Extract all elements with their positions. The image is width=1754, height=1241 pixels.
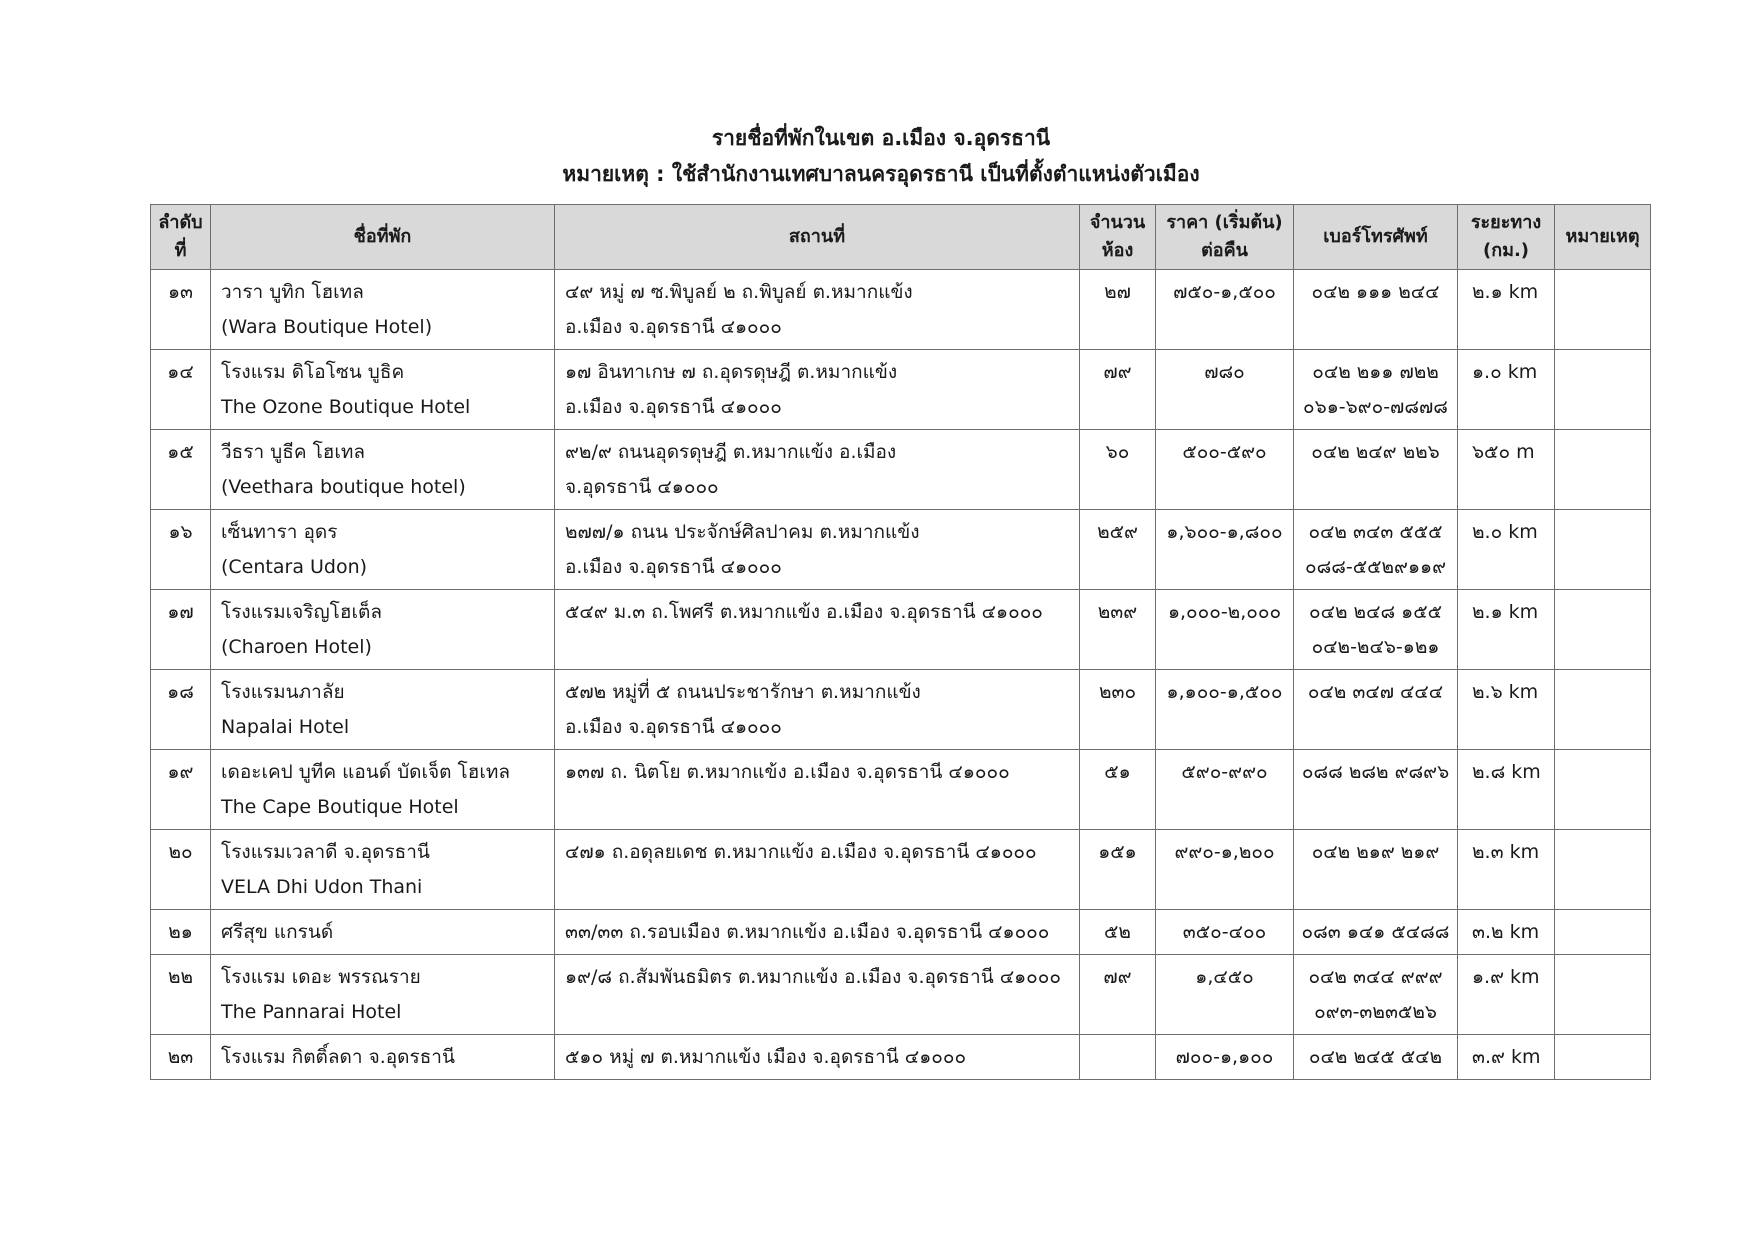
- distance: [1458, 830, 1555, 910]
- address-line-1: ๙๒/๙ ถนนอุดรดุษฎี ต.หมากแข้ง อ.เมือง: [565, 441, 897, 463]
- distance-text: ๖๕๐ m: [1472, 441, 1535, 463]
- price-text: ๑,๐๐๐-๒,๐๐๐: [1167, 601, 1282, 623]
- note: [1555, 910, 1651, 955]
- table-row: [151, 955, 1651, 1035]
- table-row: [151, 1035, 1651, 1080]
- phone-number: [1294, 955, 1458, 1035]
- price-per-night: [1156, 830, 1294, 910]
- price-per-night: [1156, 350, 1294, 430]
- price-text: ๕๙๐-๙๙๐: [1181, 761, 1268, 783]
- phone-number: [1294, 350, 1458, 430]
- row-number: [151, 350, 211, 430]
- header-price: ราคา (เริ่มต้น) ต่อคืน: [1156, 205, 1294, 270]
- header-phone: เบอร์โทรศัพท์: [1294, 205, 1458, 270]
- table-row: [151, 910, 1651, 955]
- room-count: [1080, 430, 1156, 510]
- accommodation-name: [211, 270, 555, 350]
- row-number-text: ๑๖: [168, 521, 193, 543]
- distance-text: ๓.๒ km: [1472, 921, 1540, 943]
- accommodation-name: [211, 670, 555, 750]
- phone-number: [1294, 830, 1458, 910]
- row-number-text: ๒๒: [167, 966, 194, 988]
- room-count: [1080, 1035, 1156, 1080]
- row-number: [151, 270, 211, 350]
- address-line-1: ๕๗๒ หมู่ที่ ๕ ถนนประชารักษา ต.หมากแข้ง: [565, 681, 921, 703]
- row-number-text: ๑๙: [167, 761, 194, 783]
- distance: [1458, 955, 1555, 1035]
- phone-line-2: ๐๙๓-๓๒๓๕๒๖: [1314, 1001, 1437, 1023]
- phone-line-2: ๐๔๒-๒๔๖-๑๒๑: [1311, 636, 1440, 658]
- table-row: [151, 510, 1651, 590]
- distance: [1458, 510, 1555, 590]
- price-per-night: [1156, 1035, 1294, 1080]
- header-note: หมายเหตุ: [1555, 205, 1651, 270]
- accommodation-name: [211, 590, 555, 670]
- phone-number: [1294, 1035, 1458, 1080]
- row-number: [151, 910, 211, 955]
- name-thai: วารา บูทิก โฮเทล: [221, 281, 364, 303]
- address-line-1: ๑๗ อินทาเกษ ๗ ถ.อุดรดุษฎี ต.หมากแข้ง: [565, 361, 898, 383]
- accommodation-address: [555, 750, 1080, 830]
- row-number-text: ๒๑: [168, 921, 193, 943]
- address-line-2: อ.เมือง จ.อุดรธานี ๔๑๐๐๐: [565, 396, 782, 418]
- phone-line-1: ๐๔๒ ๓๔๓ ๕๕๕: [1308, 521, 1443, 543]
- name-thai: เซ็นทารา อุดร: [221, 521, 338, 543]
- phone-number: [1294, 590, 1458, 670]
- row-number-text: ๑๔: [167, 361, 194, 383]
- table-body: [151, 270, 1651, 1080]
- note: [1555, 270, 1651, 350]
- row-number: [151, 430, 211, 510]
- row-number-text: ๒๓: [167, 1046, 194, 1068]
- accommodation-table: [150, 204, 1651, 1080]
- price-per-night: [1156, 510, 1294, 590]
- phone-line-1: ๐๔๒ ๒๑๑ ๗๒๒: [1312, 361, 1439, 383]
- address-line-1: ๑๓๗ ถ. นิตโย ต.หมากแข้ง อ.เมือง จ.อุดรธานี ๔๑๐๐๐: [565, 761, 1010, 783]
- address-line-1: ๒๗๗/๑ ถนน ประจักษ์ศิลปาคม ต.หมากแข้ง: [565, 521, 920, 543]
- row-number-text: ๑๗: [167, 601, 194, 623]
- accommodation-address: [555, 590, 1080, 670]
- name-english: (Wara Boutique Hotel): [221, 316, 433, 338]
- table-header-row: [151, 205, 1651, 270]
- room-count: [1080, 830, 1156, 910]
- price-text: ๓๕๐-๔๐๐: [1182, 921, 1267, 943]
- room-count: [1080, 955, 1156, 1035]
- name-english: Napalai Hotel: [221, 716, 350, 738]
- accommodation-name: [211, 430, 555, 510]
- price-text: ๑,๔๕๐: [1195, 966, 1254, 988]
- distance: [1458, 670, 1555, 750]
- accommodation-name: [211, 910, 555, 955]
- phone-line-1: ๐๔๒ ๓๔๔ ๙๙๙: [1308, 966, 1443, 988]
- distance-text: ๑.๙ km: [1472, 966, 1540, 988]
- accommodation-address: [555, 510, 1080, 590]
- phone-number: [1294, 430, 1458, 510]
- phone-line-1: ๐๔๒ ๒๑๙ ๒๑๙: [1311, 841, 1440, 863]
- row-number: [151, 510, 211, 590]
- phone-number: [1294, 510, 1458, 590]
- phone-number: [1294, 910, 1458, 955]
- distance: [1458, 590, 1555, 670]
- distance-text: ๑.๐ km: [1472, 361, 1538, 383]
- price-text: ๗๐๐-๑,๑๐๐: [1175, 1046, 1274, 1068]
- row-number: [151, 955, 211, 1035]
- distance-text: ๒.๑ km: [1472, 601, 1539, 623]
- accommodation-name: [211, 510, 555, 590]
- name-english: VELA Dhi Udon Thani: [221, 876, 423, 898]
- note: [1555, 1035, 1651, 1080]
- room-count: [1080, 590, 1156, 670]
- price-per-night: [1156, 270, 1294, 350]
- room-count-text: ๗๙: [1103, 966, 1132, 988]
- room-count: [1080, 270, 1156, 350]
- address-line-1: ๑๙/๘ ถ.สัมพันธมิตร ต.หมากแข้ง อ.เมือง จ.อุดรธานี ๔๑๐๐๐: [565, 966, 1061, 988]
- distance: [1458, 1035, 1555, 1080]
- header-no: ลำดับ ที่: [151, 205, 211, 270]
- accommodation-address: [555, 430, 1080, 510]
- price-text: ๑,๑๐๐-๑,๕๐๐: [1166, 681, 1283, 703]
- address-line-1: ๕๔๙ ม.๓ ถ.โพศรี ต.หมากแข้ง อ.เมือง จ.อุดรธานี ๔๑๐๐๐: [565, 601, 1043, 623]
- row-number: [151, 1035, 211, 1080]
- distance: [1458, 270, 1555, 350]
- name-english: The Cape Boutique Hotel: [221, 796, 459, 818]
- table-row: [151, 350, 1651, 430]
- distance: [1458, 750, 1555, 830]
- accommodation-table-wrapper: [150, 204, 1650, 1080]
- row-number-text: ๑๓: [167, 281, 194, 303]
- room-count-text: ๕๒: [1104, 921, 1131, 943]
- price-per-night: [1156, 750, 1294, 830]
- accommodation-address: [555, 955, 1080, 1035]
- address-line-2: อ.เมือง จ.อุดรธานี ๔๑๐๐๐: [565, 316, 782, 338]
- phone-number: [1294, 670, 1458, 750]
- distance-text: ๒.๐ km: [1472, 521, 1538, 543]
- accommodation-name: [211, 750, 555, 830]
- note: [1555, 670, 1651, 750]
- row-number: [151, 670, 211, 750]
- distance: [1458, 350, 1555, 430]
- note: [1555, 830, 1651, 910]
- phone-line-2: ๐๘๘-๕๕๒๙๑๑๙: [1304, 556, 1446, 578]
- address-line-2: อ.เมือง จ.อุดรธานี ๔๑๐๐๐: [565, 716, 782, 738]
- room-count: [1080, 670, 1156, 750]
- table-row: [151, 430, 1651, 510]
- table-row: [151, 750, 1651, 830]
- room-count: [1080, 750, 1156, 830]
- accommodation-address: [555, 830, 1080, 910]
- note: [1555, 750, 1651, 830]
- name-english: (Veethara boutique hotel): [221, 476, 466, 498]
- phone-line-1: ๐๔๒ ๑๑๑ ๒๔๔: [1311, 281, 1440, 303]
- accommodation-address: [555, 350, 1080, 430]
- header-rooms: จำนวน ห้อง: [1080, 205, 1156, 270]
- address-line-2: จ.อุดรธานี ๔๑๐๐๐: [565, 476, 719, 498]
- room-count-text: ๖๐: [1105, 441, 1130, 463]
- document-subtitle: หมายเหตุ : ใช้สำนักงานเทศบาลนครอุดรธานี เป็นที่ตั้งตำแหน่งตัวเมือง: [562, 162, 1200, 186]
- distance-text: ๒.๓ km: [1472, 841, 1540, 863]
- price-per-night: [1156, 430, 1294, 510]
- name-thai: โรงแรมเจริญโฮเต็ล: [221, 601, 382, 623]
- room-count-text: ๒๓๐: [1098, 681, 1137, 703]
- distance: [1458, 430, 1555, 510]
- accommodation-name: [211, 955, 555, 1035]
- address-line-1: ๕๑๐ หมู่ ๗ ต.หมากแข้ง เมือง จ.อุดรธานี ๔๑๐๐๐: [565, 1046, 967, 1068]
- row-number: [151, 750, 211, 830]
- name-thai: วีธรา บูธีค โฮเทล: [221, 441, 366, 463]
- price-per-night: [1156, 590, 1294, 670]
- note: [1555, 430, 1651, 510]
- accommodation-address: [555, 910, 1080, 955]
- price-per-night: [1156, 670, 1294, 750]
- distance-text: ๒.๑ km: [1472, 281, 1539, 303]
- table-row: [151, 270, 1651, 350]
- header-name: ชื่อที่พัก: [211, 205, 555, 270]
- name-thai: โรงแรม กิตติ์ลดา จ.อุดรธานี: [221, 1046, 455, 1068]
- price-text: ๙๙๐-๑,๒๐๐: [1174, 841, 1275, 863]
- accommodation-name: [211, 1035, 555, 1080]
- phone-line-1: ๐๔๒ ๒๔๕ ๕๔๒: [1308, 1046, 1443, 1068]
- phone-number: [1294, 750, 1458, 830]
- room-count: [1080, 510, 1156, 590]
- phone-line-1: ๐๔๒ ๓๔๗ ๔๔๔: [1307, 681, 1444, 703]
- header-address: สถานที่: [555, 205, 1080, 270]
- name-english: (Charoen Hotel): [221, 636, 372, 658]
- phone-line-1: ๐๘๓ ๑๔๑ ๕๔๘๘: [1301, 921, 1450, 943]
- room-count-text: ๒๗: [1104, 281, 1131, 303]
- phone-line-1: ๐๔๒ ๒๔๙ ๒๒๖: [1311, 441, 1440, 463]
- room-count: [1080, 910, 1156, 955]
- name-thai: โรงแรมเวลาดี จ.อุดรธานี: [221, 841, 430, 863]
- accommodation-address: [555, 670, 1080, 750]
- row-number-text: ๒๐: [168, 841, 193, 863]
- price-per-night: [1156, 955, 1294, 1035]
- address-line-2: อ.เมือง จ.อุดรธานี ๔๑๐๐๐: [565, 556, 782, 578]
- distance-text: ๒.๘ km: [1472, 761, 1541, 783]
- accommodation-address: [555, 270, 1080, 350]
- accommodation-name: [211, 830, 555, 910]
- name-thai: ศรีสุข แกรนด์: [221, 921, 334, 943]
- note: [1555, 510, 1651, 590]
- room-count-text: ๑๕๑: [1098, 841, 1137, 863]
- row-number-text: ๑๘: [167, 681, 194, 703]
- name-thai: โรงแรมนภาลัย: [221, 681, 345, 703]
- phone-number: [1294, 270, 1458, 350]
- row-number-text: ๑๕: [167, 441, 194, 463]
- price-text: ๑,๖๐๐-๑,๘๐๐: [1166, 521, 1283, 543]
- accommodation-address: [555, 1035, 1080, 1080]
- room-count: [1080, 350, 1156, 430]
- room-count-text: ๒๓๙: [1097, 601, 1138, 623]
- table-row: [151, 670, 1651, 750]
- price-text: ๗๘๐: [1204, 361, 1245, 383]
- header-distance: ระยะทาง (กม.): [1458, 205, 1555, 270]
- row-number: [151, 590, 211, 670]
- name-thai: เดอะเคป บูทีค แอนด์ บัดเจ็ต โฮเทล: [221, 761, 510, 783]
- distance-text: ๒.๖ km: [1472, 681, 1539, 703]
- row-number: [151, 830, 211, 910]
- note: [1555, 590, 1651, 670]
- table-row: [151, 830, 1651, 910]
- price-per-night: [1156, 910, 1294, 955]
- name-english: The Pannarai Hotel: [221, 1001, 402, 1023]
- address-line-1: ๔๙ หมู่ ๗ ซ.พิบูลย์ ๒ ถ.พิบูลย์ ต.หมากแข้ง: [565, 281, 913, 303]
- phone-line-1: ๐๔๒ ๒๔๘ ๑๕๕: [1309, 601, 1442, 623]
- name-english: The Ozone Boutique Hotel: [221, 396, 471, 418]
- phone-line-1: ๐๘๘ ๒๘๒ ๙๘๙๖: [1301, 761, 1450, 783]
- room-count-text: ๗๙: [1103, 361, 1132, 383]
- price-text: ๕๐๐-๕๙๐: [1182, 441, 1267, 463]
- accommodation-name: [211, 350, 555, 430]
- price-text: ๗๕๐-๑,๕๐๐: [1173, 281, 1276, 303]
- name-thai: โรงแรม เดอะ พรรณราย: [221, 966, 421, 988]
- room-count-text: ๒๕๙: [1097, 521, 1138, 543]
- document-header: [0, 120, 1754, 192]
- note: [1555, 955, 1651, 1035]
- note: [1555, 350, 1651, 430]
- address-line-1: ๓๓/๓๓ ถ.รอบเมือง ต.หมากแข้ง อ.เมือง จ.อุดรธานี ๔๑๐๐๐: [565, 921, 1050, 943]
- distance-text: ๓.๙ km: [1472, 1046, 1541, 1068]
- name-english: (Centara Udon): [221, 556, 368, 578]
- address-line-1: ๔๗๑ ถ.อดุลยเดช ต.หมากแข้ง อ.เมือง จ.อุดรธานี ๔๑๐๐๐: [565, 841, 1037, 863]
- name-thai: โรงแรม ดิโอโซน บูธิค: [221, 361, 405, 383]
- distance: [1458, 910, 1555, 955]
- table-row: [151, 590, 1651, 670]
- document-title: รายชื่อที่พักในเขต อ.เมือง จ.อุดรธานี: [711, 126, 1051, 150]
- room-count-text: ๕๑: [1104, 761, 1131, 783]
- phone-line-2: ๐๖๑-๖๙๐-๗๘๗๘: [1303, 396, 1448, 418]
